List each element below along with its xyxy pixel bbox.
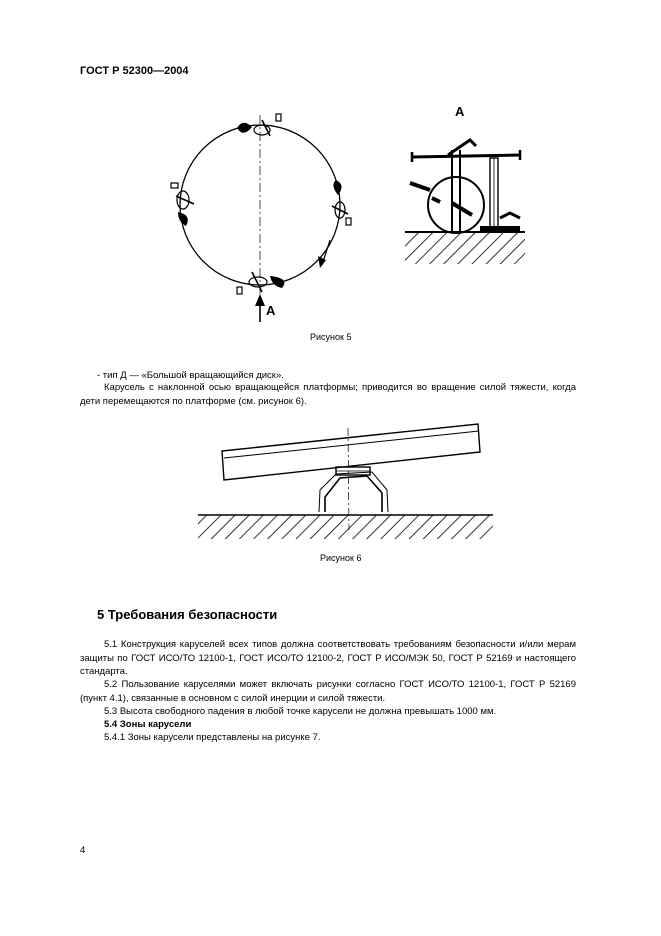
figure5-caption: Рисунок 5 (310, 332, 352, 342)
page-number: 4 (80, 845, 86, 856)
para-5-4-title: 5.4 Зоны карусели (104, 719, 192, 730)
para-5-3: 5.3 Высота свободного падения в любой точке карусели не должна превышать 1000 мм. (104, 706, 497, 717)
type-d-item: - тип Д — «Большой вращающийся диск». (97, 370, 284, 381)
section5-title: 5 Требования безопасности (97, 607, 278, 622)
figure6-caption: Рисунок 6 (320, 553, 362, 563)
carousel-circle-group (171, 114, 351, 322)
label-a-right: А (455, 104, 465, 119)
figure6-drawing (198, 424, 493, 539)
label-a-left: А (266, 303, 276, 318)
document-header: ГОСТ Р 52300—2004 (80, 65, 189, 77)
para-5-2: 5.2 Пользование каруселями может включать рисунки согласно ГОСТ ИСО/ТО 12100-1, ГОСТ Р 52169 (пункт 4.1), связанные в основном с силой инерции и силой тяжести. (80, 679, 576, 704)
para-5-4-1: 5.4.1 Зоны карусели представлены на рисунке 7. (104, 732, 321, 743)
figure5-side-view (405, 140, 525, 264)
type-d-description: Карусель с наклонной осью вращающейся платформы; приводится во вращение силой тяжести, когда дети перемещаются по платформе (см. рисунок 6). (80, 382, 576, 407)
para-5-1: 5.1 Конструкция каруселей всех типов должна соответствовать требованиям безопасности и/или мерам защиты по ГОСТ ИСО/ТО 12100-1, ГОСТ ИСО/ТО 12100-2, ГОСТ Р ИСО/МЭК 50, ГОСТ Р 52169 и настоящего стандарта. (80, 639, 576, 677)
